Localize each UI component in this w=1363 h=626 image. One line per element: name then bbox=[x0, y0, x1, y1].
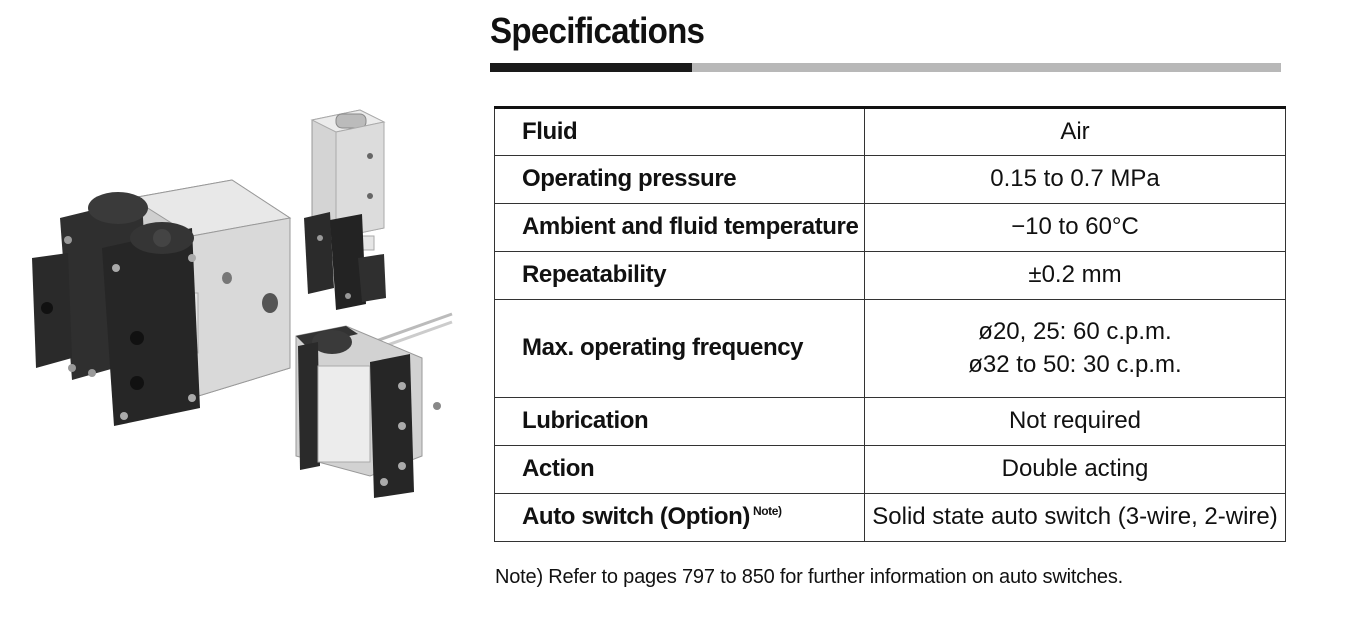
spec-value: Double acting bbox=[865, 446, 1286, 494]
spec-value-line: ø32 to 50: 30 c.p.m. bbox=[968, 350, 1182, 378]
gripper-top-image bbox=[300, 108, 406, 314]
table-row bbox=[495, 252, 1286, 300]
spec-label: Fluid bbox=[495, 108, 865, 156]
spec-value: 0.15 to 0.7 MPa bbox=[865, 156, 1286, 204]
spec-label bbox=[495, 494, 865, 542]
spec-label: Operating pressure bbox=[495, 156, 865, 204]
spec-value: ±0.2 mm bbox=[865, 252, 1286, 300]
page-title: Specifications bbox=[490, 10, 705, 51]
spec-label-text: Auto switch (Option) bbox=[522, 503, 750, 531]
spec-value: −10 to 60°C bbox=[865, 204, 1286, 252]
spec-label: Lubrication bbox=[495, 398, 865, 446]
spec-label: Action bbox=[495, 446, 865, 494]
gripper-open-image bbox=[292, 306, 454, 498]
gripper-main-image bbox=[32, 158, 294, 430]
spec-label: Ambient and fluid temperature bbox=[495, 204, 865, 252]
spec-value: Not required bbox=[865, 398, 1286, 446]
table-row bbox=[495, 494, 1286, 542]
table-row bbox=[495, 446, 1286, 494]
table-row bbox=[495, 300, 1286, 398]
table-row bbox=[495, 398, 1286, 446]
spec-value: Air bbox=[865, 108, 1286, 156]
spec-value bbox=[865, 300, 1286, 398]
spec-value: Solid state auto switch (3-wire, 2-wire) bbox=[865, 494, 1286, 542]
title-underline-light bbox=[692, 63, 1281, 72]
spec-label: Repeatability bbox=[495, 252, 865, 300]
footnote: Note) Refer to pages 797 to 850 for further information on auto switches. bbox=[495, 566, 1123, 588]
title-underline-dark bbox=[490, 63, 692, 72]
table-row bbox=[495, 108, 1286, 156]
spec-value-line: ø20, 25: 60 c.p.m. bbox=[978, 318, 1172, 346]
table-row bbox=[495, 204, 1286, 252]
table-row bbox=[495, 156, 1286, 204]
specifications-table bbox=[494, 106, 1286, 542]
note-marker: Note) bbox=[752, 504, 782, 519]
spec-label: Max. operating frequency bbox=[495, 300, 865, 398]
